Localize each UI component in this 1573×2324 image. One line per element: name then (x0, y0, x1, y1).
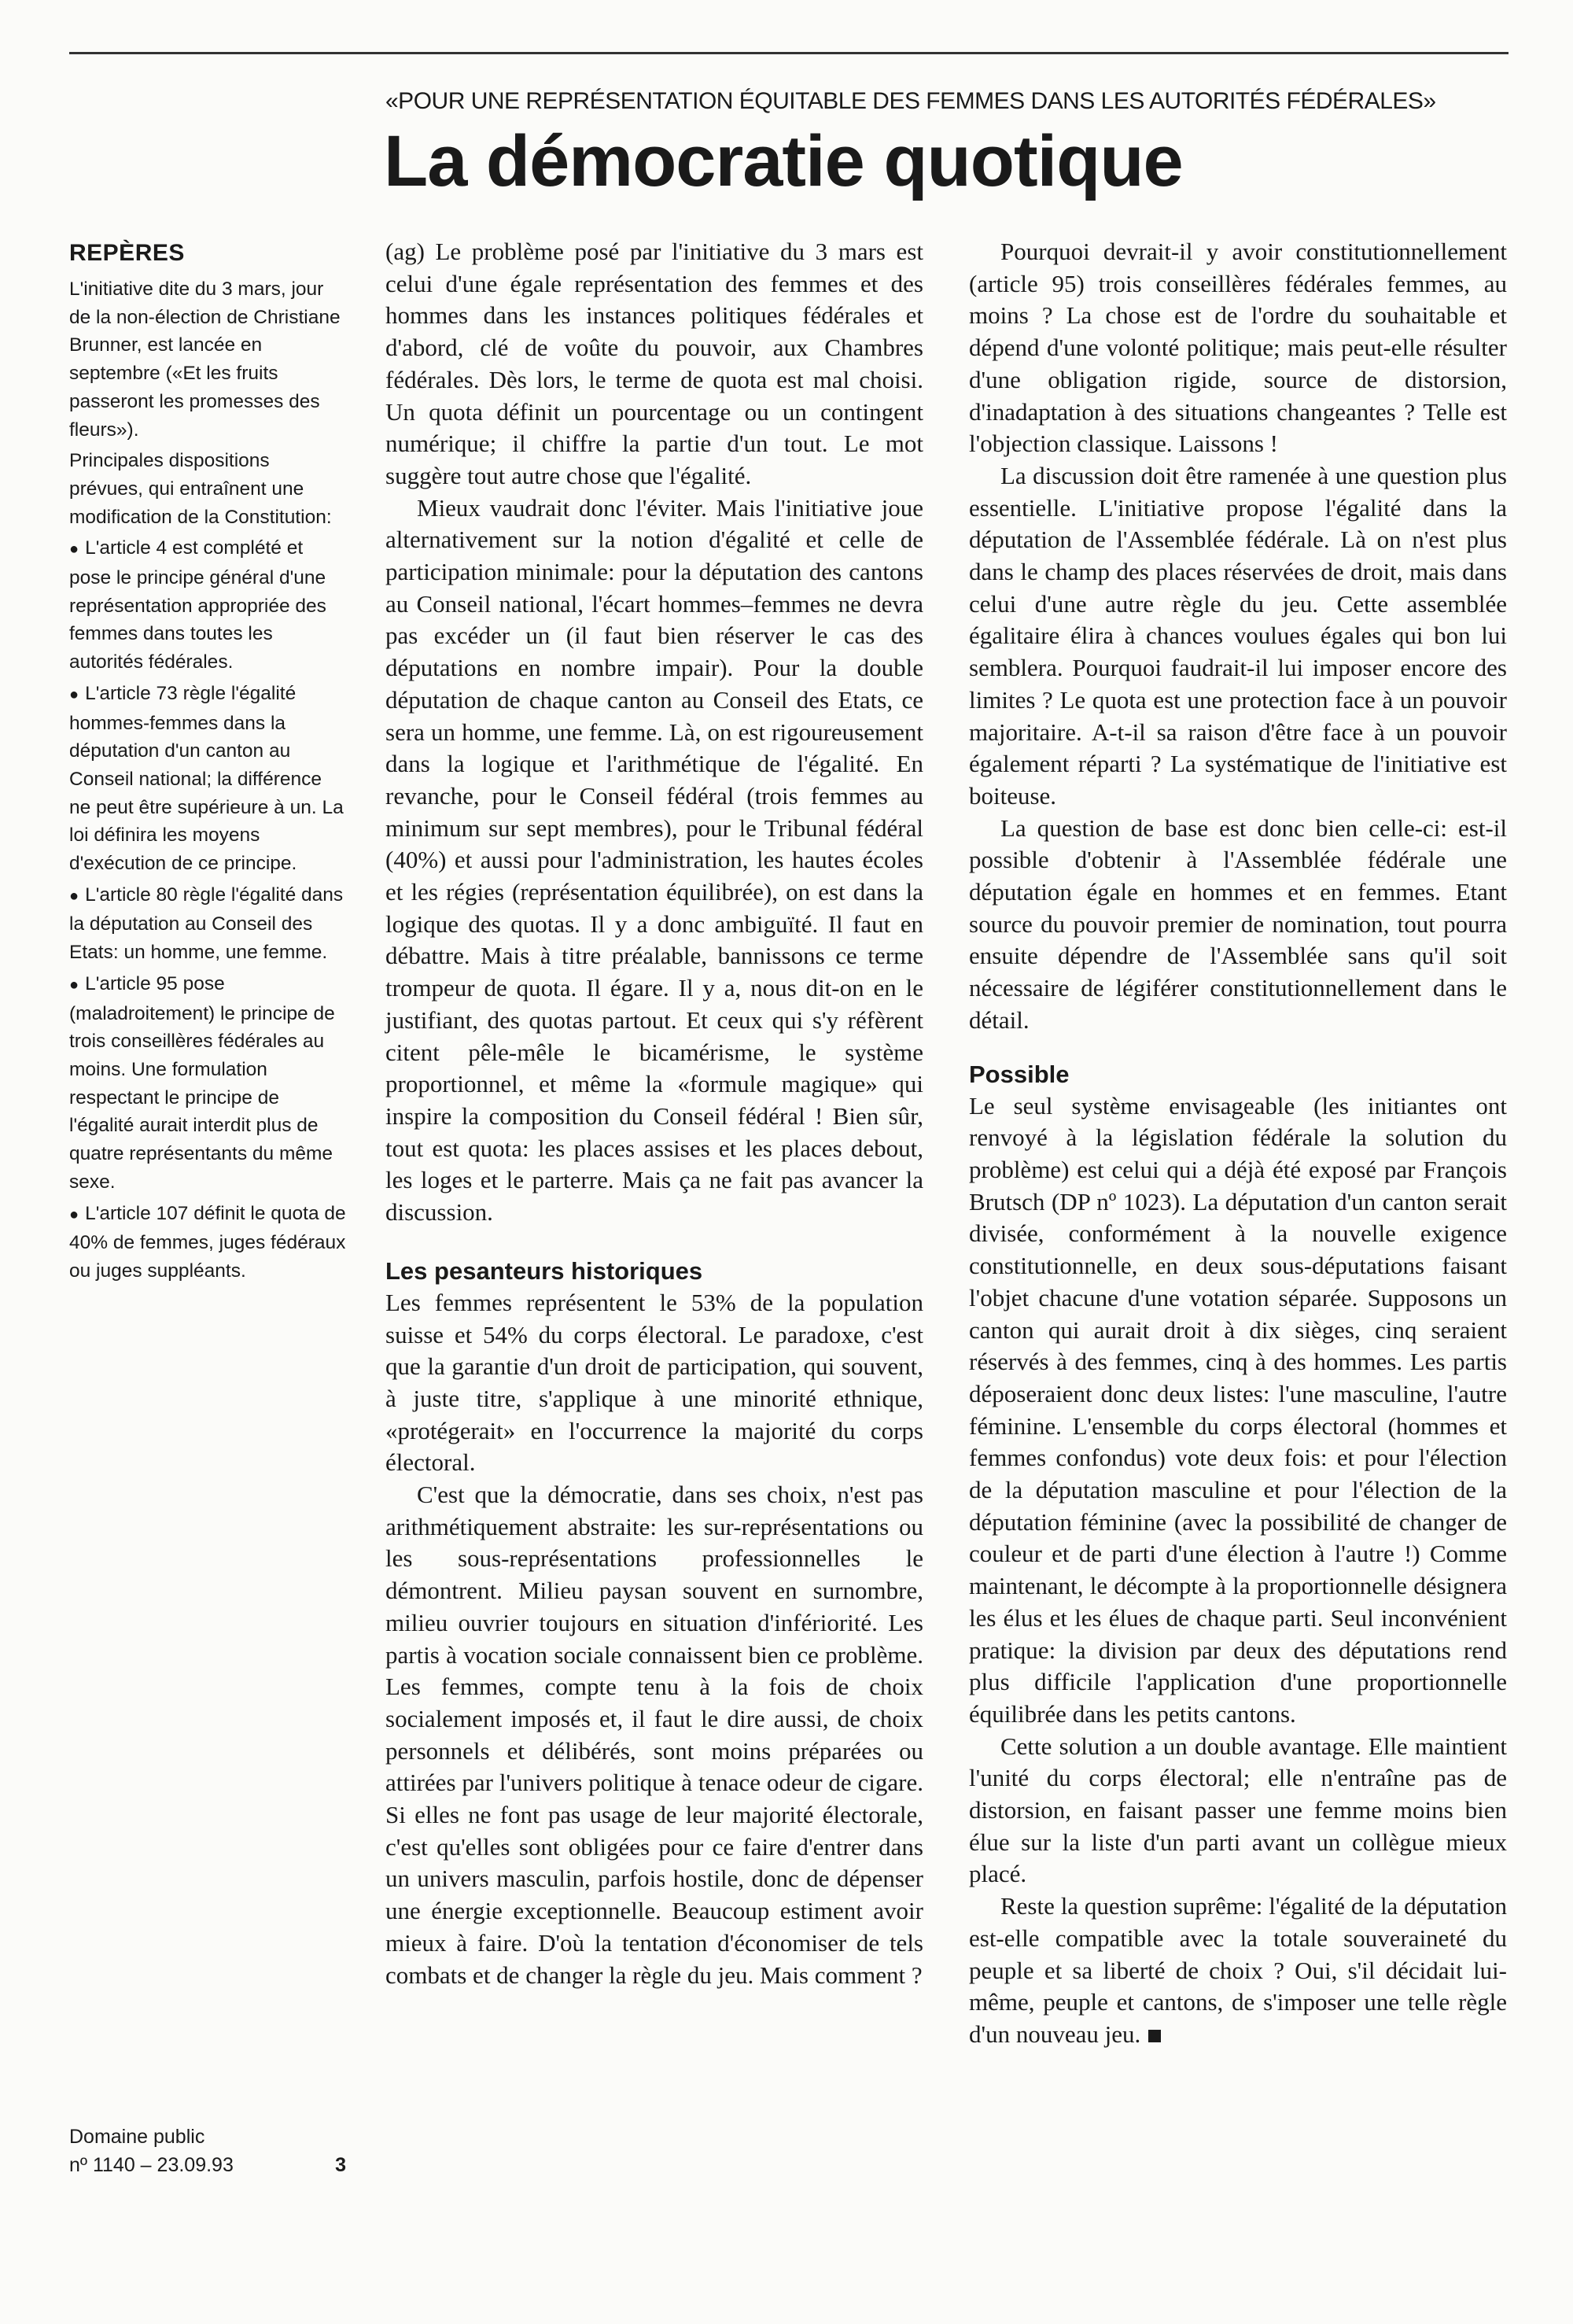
body-paragraph: (ag) Le problème posé par l'initiative du 3 mars est celui d'une égale représentation des femmes et des hommes dans les instances politiques fédérales et d'abord, clé de voûte du pouvoir, aux Chambres fédérales. Dès lors, le terme de quota est mal choisi. Un quota définit un pourcentage ou un contingent numérique; il chiffre la partie d'un tout. Le mot suggère tout autre chose que l'égalité. (385, 238, 923, 489)
body-paragraph: Les femmes représentent le 53% de la population suisse et 54% du corps électoral. Le paradoxe, c'est que la garantie d'un droit de participation, qui souvent, à juste titre, s'applique à une minorité ethnique, «protégerait» en l'occurrence la majorité du corps électoral. (385, 1288, 923, 1477)
sidebar-paragraph: Principales dispositions prévues, qui entraînent une modification de la Constitution: (69, 450, 332, 528)
body-paragraph: Mieux vaudrait donc l'éviter. Mais l'initiative joue alternativement sur la notion d'égalité et celle de participation minimale: pour la députation des cantons au Conseil national, l'écart hommes–femmes ne devra pas excéder un (il faut bien réserver le cas des députations en nombre impair). Pour la double députation de chaque canton au Conseil des Etats, ce sera un homme, une femme. Là, on est rigoureusement dans la logique et l'arithmétique de l'égalité. En revanche, pour le Conseil fédéral (trois femmes au minimum sur sept membres), pour le Tribunal fédéral (40%) et aussi pour l'administration, les hautes écoles et les régies (représentation équilibrée), on est dans la logique des quotas. Il y a donc ambiguïté. Il faut en débattre. Mais à titre préalable, bannissons ce terme trompeur de quota. Il égare. Il y a, nous dit-on en le justifiant, des quotas partout. Et ceux qui s'y réfèrent citent pêle-mêle le bicamérisme, le système proportionnel, et même la «formule magique» qui inspire la composition du Conseil fédéral ! Bien sûr, tout est quota: les places assises et les places debout, les loges et le parterre. Mais ça ne fait pas avancer la discussion. (385, 493, 923, 1227)
issue-number: nº 1140 – 23.09.93 (69, 2154, 234, 2176)
body-paragraph: La discussion doit être ramenée à une question plus essentielle. L'initiative propose l'égalité dans la députation de l'Assemblée fédérale. Là on n'est plus dans le champ des places réservées de droit, mais dans celui d'une autre règle du jeu. Cette assemblée égalitaire élira à chances voulues égales qui bon lui semblera. Pourquoi faudrait-il lui imposer encore des limites ? Le quota est une protection face à un pouvoir majoritaire. A-t-il sa raison d'être face à un pouvoir également réparti ? La systématique de l'initiative est boiteuse. (969, 461, 1507, 810)
sidebar-bullet-text: L'article 80 règle l'égalité dans la députation au Conseil des Etats: un homme, une femme. (69, 883, 344, 964)
page-number: 3 (335, 2154, 346, 2176)
page-footer (69, 2123, 352, 2179)
article-kicker: «POUR UNE REPRÉSENTATION ÉQUITABLE DES FEMMES DANS LES AUTORITÉS FÉDÉRALES» (385, 88, 1436, 114)
article-column-1 (385, 236, 923, 1991)
article-column-2 (969, 236, 1507, 2051)
sidebar-bullet-text: L'article 107 définit le quota de 40% de femmes, juges fédéraux ou juges suppléants. (69, 1202, 346, 1282)
end-of-article-mark (1148, 2030, 1161, 2042)
publication-name: Domaine public (69, 2126, 205, 2148)
sidebar-title: REPÈRES (69, 240, 185, 266)
sidebar-bullet (69, 534, 348, 677)
body-paragraph: Le seul système envisageable (les initiantes ont renvoyé à la législation fédérale la solution du problème) est celui qui a déjà été exposé par François Brutsch (DP nº 1023). La députation d'un canton serait divisée, conformément à la nouvelle exigence constitutionnelle, en deux sous-députations faisant l'objet chacune d'une votation séparée. Supposons un canton qui aurait droit à dix sièges, cinq seraient réservés à des femmes, cinq à des hommes. Les partis déposeraient donc deux listes: l'une masculine, l'autre féminine. L'ensemble du corps électoral (hommes et femmes confondus) vote deux fois: et pour l'élection de la députation masculine et pour l'élection de la députation féminine (avec la possibilité de changer de couleur et de parti d'une élection à l'autre !) Comme maintenant, le décompte à la proportionnelle désignera les élus et les élues de chaque parti. Seul inconvénient pratique: la division par deux des députations rend plus difficile l'application d'une proportionnelle équilibrée dans les petits cantons. (969, 1091, 1507, 1728)
body-paragraph: Cette solution a un double avantage. Elle maintient l'unité du corps électoral; elle n'entraîne pas de distorsion, en faisant passer une femme moins bien élue sur la liste d'un parti avant un collègue mieux placé. (969, 1732, 1507, 1888)
sidebar-bullet-text: L'article 95 pose (maladroitement) le principe de trois conseillères fédérales au moins. Une formulation respectant le principe de l'égalité aurait interdit plus de quatre représentants du même sexe. (69, 972, 335, 1193)
section-heading: Possible (969, 1060, 1070, 1088)
sidebar-bullet (69, 970, 348, 1197)
section-heading: Les pesanteurs historiques (385, 1256, 703, 1285)
body-paragraph: Pourquoi devrait-il y avoir constitutionnellement (article 95) trois conseillères fédérales femmes, au moins ? La chose est de l'ordre du souhaitable et dépend d'une volonté politique; mais peut-elle résulter d'une obligation rigide, source de distorsion, d'inadaptation à des situations changeantes ? Telle est l'objection classique. Laissons ! (969, 238, 1507, 458)
sidebar-paragraph: L'initiative dite du 3 mars, jour de la non-élection de Christiane Brunner, est lancée en septembre («Et les fruits passeront les promesses des fleurs»). (69, 279, 341, 441)
sidebar-bullet (69, 881, 348, 967)
sidebar-bullet-text: L'article 4 est complété et pose le principe général d'une représentation appropriée des femmes dans toutes les autorités fédérales. (69, 537, 326, 673)
sidebar-bullet-text: L'article 73 règle l'égalité hommes-femmes dans la députation d'un canton au Conseil national; la différence ne peut être supérieure à un. La loi définira les moyens d'exécution de ce principe. (69, 682, 344, 875)
sidebar-bullet (69, 680, 348, 878)
article-headline: La démocratie quotique (384, 121, 1183, 201)
top-rule (69, 52, 1509, 54)
issue-row (69, 2151, 352, 2179)
reperes-sidebar (69, 238, 348, 1289)
closing-text: Reste la question suprême: l'égalité de la députation est-elle compatible avec la totale souveraineté du peuple et sa liberté de choix ? Oui, s'il décidait lui-même, peuple et cantons, de s'imposer une telle règle d'un nouveau jeu. (969, 1892, 1507, 2048)
sidebar-bullet (69, 1200, 348, 1286)
body-paragraph (969, 1891, 1507, 2051)
body-paragraph: C'est que la démocratie, dans ses choix, n'est pas arithmétiquement abstraite: les sur-représentations ou les sous-représentations professionnelles le démontrent. Milieu paysan souvent en surnombre, milieu ouvrier toujours en situation d'infériorité. Les partis à vocation sociale connaissent bien ce problème. Les femmes, compte tenu à la fois de choix socialement imposés et, il faut le dire aussi, de choix personnels et délibérés, sont moins préparées ou attirées par l'univers politique à tenace odeur de cigare. Si elles ne font pas usage de leur majorité électorale, c'est qu'elles sont obligées pour ce faire d'entrer dans un univers masculin, parfois hostile, donc de dépenser une énergie exceptionnelle. Beaucoup estiment avoir mieux à faire. D'où la tentation d'économiser de tels combats et de changer la règle du jeu. Mais comment ? (385, 1481, 923, 1989)
body-paragraph: La question de base est donc bien celle-ci: est-il possible d'obtenir à l'Assemblée fédérale une députation égale en hommes et en femmes. Etant source du pouvoir premier de nomination, tout pourra ensuite dépendre de l'Assemblée sans qu'il soit nécessaire de légiférer constitutionnellement dans le détail. (969, 813, 1507, 1034)
